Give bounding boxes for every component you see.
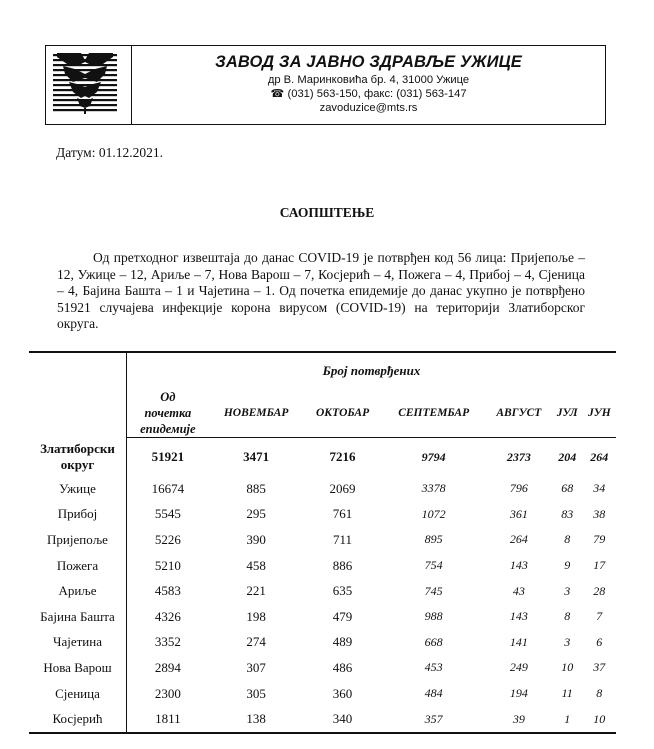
table-row [29, 630, 616, 656]
cell-november: 198 [246, 608, 266, 624]
region-name: Бајина Башта [29, 604, 127, 630]
cell-august: 43 [512, 583, 525, 598]
cell-total: 2300 [154, 685, 181, 701]
region-name: Сјеница [29, 681, 127, 707]
region-name: Нова Варош [29, 655, 127, 681]
cell-september: 453 [424, 660, 443, 675]
cell-july: 204 [558, 450, 577, 464]
region-header-cell [29, 352, 127, 438]
cell-september: 357 [382, 706, 486, 733]
cell-july: 11 [561, 686, 573, 701]
cell-october: 360 [332, 685, 353, 701]
cell-october: 886 [332, 557, 353, 573]
organization-name: ЗАВОД ЗА ЈАВНО ЗДРАВЉЕ УЖИЦЕ [215, 53, 522, 71]
cell-june: 37 [593, 660, 606, 675]
region-name: Пожега [29, 553, 127, 579]
column-header-july: ЈУЛ [552, 389, 583, 438]
cell-august: 143 [509, 609, 528, 624]
cell-june: 6 [596, 634, 603, 649]
cell-august: 361 [509, 506, 528, 521]
cell-june: 10 [583, 706, 616, 733]
cell-october: 711 [333, 531, 353, 547]
column-header-total [127, 389, 209, 438]
table-row [29, 681, 616, 707]
column-header-november: НОВЕМБАР [209, 389, 304, 438]
letterhead-info [132, 46, 605, 124]
column-header-line: Од [160, 390, 176, 404]
cell-total: 51921 [151, 449, 185, 464]
cell-november: 305 [246, 685, 266, 701]
cell-september: 895 [424, 532, 443, 547]
cell-july: 9 [564, 558, 571, 573]
cell-total: 4326 [154, 608, 181, 624]
letterhead [45, 45, 606, 125]
cell-october: 761 [332, 506, 353, 522]
table-row-total [29, 438, 616, 477]
cell-total: 5210 [154, 557, 181, 573]
region-name: Пријепоље [29, 527, 127, 553]
cell-total: 4583 [154, 583, 181, 599]
table-row [29, 553, 616, 579]
region-name-line: Златиборски [40, 440, 115, 456]
cell-august: 796 [509, 481, 528, 496]
table-body [29, 476, 616, 733]
column-header-line: почетка [144, 406, 192, 420]
column-header-september: СЕПТЕМБАР [382, 389, 486, 438]
logo-cell [46, 46, 132, 124]
cell-august: 39 [486, 706, 552, 733]
cell-june: 8 [596, 686, 603, 701]
address: др В. Маринковића бр. 4, 31000 Ужице [267, 74, 470, 86]
cell-july: 8 [564, 609, 571, 624]
cell-july: 68 [561, 481, 574, 496]
cell-july: 1 [552, 706, 583, 733]
cell-october: 340 [304, 706, 382, 733]
cell-total: 5226 [154, 531, 181, 547]
cell-september: 1072 [421, 506, 446, 521]
email: zavoduzice@mts.rs [319, 102, 418, 114]
region-name: Чајетина [29, 630, 127, 656]
cell-october: 479 [332, 608, 353, 624]
region-name: Прибој [29, 502, 127, 528]
cell-june: 38 [593, 506, 606, 521]
cell-june: 34 [593, 481, 606, 496]
phone-fax: (031) 563-150, факс: (031) 563-147 [287, 88, 467, 100]
cell-september: 745 [424, 583, 443, 598]
cell-total: 1811 [127, 706, 209, 733]
cases-table [29, 351, 616, 734]
telephone-icon: ☎ [270, 88, 285, 100]
cell-july: 8 [564, 532, 571, 547]
cell-july: 3 [564, 583, 571, 598]
cell-september: 3378 [421, 481, 446, 496]
cell-november: 458 [246, 557, 266, 573]
cell-november: 885 [246, 480, 266, 496]
cell-october: 486 [332, 659, 353, 675]
cell-june: 7 [596, 609, 603, 624]
column-header-june: ЈУН [583, 389, 616, 438]
table-row [29, 655, 616, 681]
region-name: Ариље [29, 578, 127, 604]
cell-july: 3 [564, 634, 571, 649]
table-row [29, 527, 616, 553]
cell-june: 79 [593, 532, 606, 547]
cell-november: 274 [246, 634, 266, 650]
cell-september: 668 [424, 634, 443, 649]
cell-october: 7216 [329, 449, 356, 464]
region-name: Ужице [29, 476, 127, 502]
table-row [29, 578, 616, 604]
cell-total: 2894 [154, 659, 181, 675]
announcement-paragraph: Од претходног извештаја до данас COVID-19 је потврђен код 56 лица: Пријепоље – 12, Ужице – 12, Ариље – 7, Нова Варош – 7, Косјерић – 4, Пожега – 4, Прибој – 4, Сјеница – 4, Бајина Башта – 1 и Чајетина – 1. Од почетка епидемије до данас укупно је потврђено 51921 случајева инфекције корона вирусом (COVID-19) на територији Златиборског округа. [57, 250, 585, 331]
cell-november: 390 [246, 531, 266, 547]
cell-june: 28 [593, 583, 606, 598]
cell-june: 17 [593, 558, 606, 573]
table-row [29, 502, 616, 528]
table-group-header-row [29, 352, 616, 389]
cell-september: 988 [424, 609, 443, 624]
cell-november: 307 [246, 659, 266, 675]
region-name-total [29, 438, 127, 477]
date-line: Датум: 01.12.2021. [56, 145, 163, 160]
cell-total: 5545 [154, 506, 181, 522]
document-title: САОПШТЕЊЕ [279, 205, 375, 220]
cell-september: 484 [424, 686, 443, 701]
region-name-line: округ [60, 456, 95, 472]
cell-august: 143 [509, 558, 528, 573]
cell-august: 2373 [506, 450, 531, 464]
cell-october: 635 [332, 583, 353, 599]
cell-september: 754 [424, 558, 443, 573]
group-header: Број потврђених [127, 352, 617, 389]
cell-august: 264 [509, 532, 528, 547]
cell-total: 3352 [154, 634, 181, 650]
cell-july: 10 [561, 660, 574, 675]
phone-line [132, 87, 605, 101]
institute-logo-icon [53, 52, 123, 118]
cell-november: 3471 [243, 449, 270, 464]
cell-total: 16674 [151, 480, 185, 496]
cell-august: 249 [509, 660, 528, 675]
column-header-august: АВГУСТ [486, 389, 552, 438]
cell-july: 83 [561, 506, 574, 521]
cell-october: 2069 [329, 480, 356, 496]
region-name: Косјерић [29, 706, 127, 733]
cell-september: 9794 [421, 450, 446, 464]
cell-june: 264 [590, 450, 609, 464]
cell-november: 295 [246, 506, 266, 522]
table-row [29, 476, 616, 502]
cell-october: 489 [332, 634, 353, 650]
table-row [29, 706, 616, 733]
cell-august: 141 [509, 634, 528, 649]
cell-november: 138 [209, 706, 304, 733]
cell-august: 194 [509, 686, 528, 701]
table-row [29, 604, 616, 630]
cell-november: 221 [246, 583, 266, 599]
column-header-october: ОКТОБАР [304, 389, 382, 438]
column-header-line: епидемије [140, 422, 196, 436]
